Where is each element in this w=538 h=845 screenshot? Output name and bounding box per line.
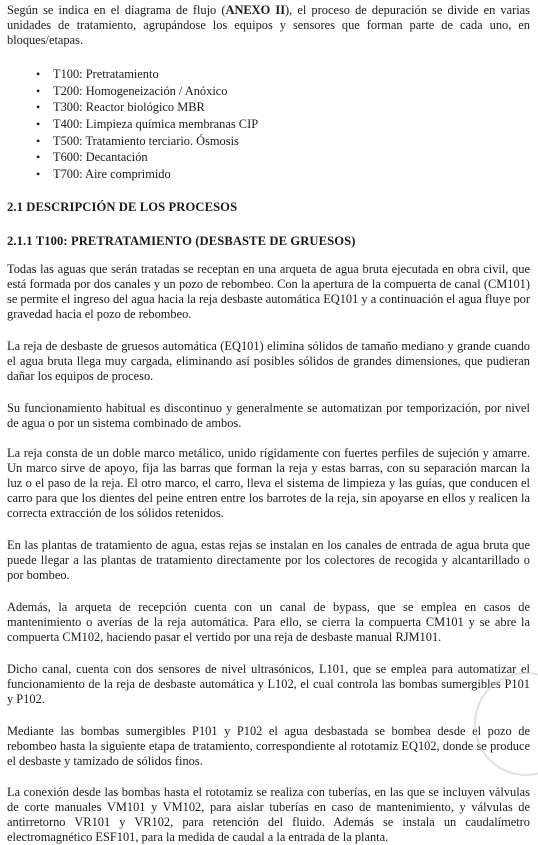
paragraph: Dicho canal, cuenta con dos sensores de nivel ultrasónicos, L101, que se emplea para automatizar el funcionamiento de la reja de desbaste automática y L102, el cual controla las bombas sumergibles P101 y P102.: [7, 662, 530, 706]
bullet-icon: •: [36, 100, 41, 115]
list-item: [0, 83, 258, 100]
paragraph: La reja de desbaste de gruesos automática (EQ101) elimina sólidos de tamaño mediano y grande cuando el agua bruta llega muy cargada, eliminando así posibles sólidos de grandes dimensiones, que pudieran dañar los equipos de proceso.: [7, 339, 530, 383]
list-item-text: T200: Homogeneización / Anóxico: [53, 83, 228, 98]
list-item: [0, 66, 258, 83]
list-item: [0, 166, 258, 183]
paragraph: La reja consta de un doble marco metálico, unido rígidamente con fuertes perfiles de sujeción y amarre. Un marco sirve de apoyo, fija las barras que forman la reja y estas barras, con su separación marcan la luz o el paso de la reja. El otro marco, el carro, lleva el sistema de limpieza y las guías, que conducen el carro para que los dientes del peine entren entre los barrotes de la reja, sin apoyarse en ellos y realicen la correcta extracción de los sólidos retenidos.: [7, 446, 530, 520]
paragraph: La conexión desde las bombas hasta el rototamiz se realiza con tuberías, en las que se incluyen válvulas de corte manuales VM101 y VM102, para aislar tuberías en caso de mantenimiento, y válvulas de antirretorno VR101 y VR102, para retención del fluido. Además se instala un caudalímetro electromagnético ESF101, para la medida de caudal a la entrada de la planta.: [7, 785, 530, 844]
bullet-icon: •: [36, 150, 41, 165]
paragraph: Todas las aguas que serán tratadas se receptan en una arqueta de agua bruta ejecutada en obra civil, que está formada por dos canales y un pozo de rebombeo. Con la apertura de la compuerta de canal (CM101) se permite el ingreso del agua hacia la reja desbaste automática EQ101 y a continuación el agua fluye por gravedad hacia el pozo de rebombeo.: [7, 262, 530, 321]
annex-reference: ANEXO II: [225, 3, 286, 17]
section-heading: 2.1 DESCRIPCIÓN DE LOS PROCESOS: [7, 200, 238, 214]
list-item-text: T100: Pretratamiento: [53, 67, 159, 81]
paragraph: En las plantas de tratamiento de agua, estas rejas se instalan en los canales de entrada de agua bruta que puede llegar a las plantas de tratamiento directamente por los colectores de recogida y alcantarillado o por bombeo.: [7, 538, 530, 582]
stage-list: [0, 66, 258, 183]
bullet-icon: •: [36, 67, 41, 81]
subsection-heading: 2.1.1 T100: PRETRATAMIENTO (DESBASTE DE GRUESOS): [7, 234, 356, 248]
list-item-text: T400: Limpieza química membranas CIP: [53, 117, 259, 132]
list-item-text: T700: Aire comprimido: [53, 167, 171, 182]
bullet-icon: •: [36, 117, 41, 132]
bullet-icon: •: [36, 133, 41, 148]
intro-text-after: ), el proceso de depuración se divide en varias unidades de tratamiento, agrupándose los equipos y sensores que forman parte de cada uno, en bloques/etapas.: [7, 3, 530, 47]
paragraph: Además, la arqueta de recepción cuenta con un canal de bypass, que se emplea en casos de mantenimiento o averías de la reja automática. Para ello, se cierra la compuerta CM101 y se abre la compuerta CM102, haciendo pasar el vertido por una reja de desbaste manual RJM101.: [7, 600, 530, 644]
list-item: [0, 133, 258, 150]
intro-paragraph: [7, 3, 530, 48]
list-item-text: T500: Tratamiento terciario. Ósmosis: [53, 133, 239, 148]
intro-text-before: Según se indica en el diagrama de flujo (: [7, 3, 226, 17]
paragraph: Su funcionamiento habitual es discontinuo y generalmente se automatizan por temporización, por nivel de agua o por un sistema combinado de ambos.: [7, 401, 530, 430]
list-item: [0, 149, 258, 166]
list-item: [0, 116, 258, 133]
paragraph: Mediante las bombas sumergibles P101 y P102 el agua desbastada se bombea desde el pozo de rebombeo hasta la siguiente etapa de tratamiento, correspondiente al rototamiz EQ102, donde se produce el desbaste y tamizado de sólidos finos.: [7, 724, 530, 768]
list-item-text: T600: Decantación: [53, 150, 148, 165]
list-item-text: T300: Reactor biológico MBR: [53, 100, 205, 115]
list-item: [0, 99, 258, 116]
bullet-icon: •: [36, 83, 41, 98]
bullet-icon: •: [36, 167, 41, 182]
